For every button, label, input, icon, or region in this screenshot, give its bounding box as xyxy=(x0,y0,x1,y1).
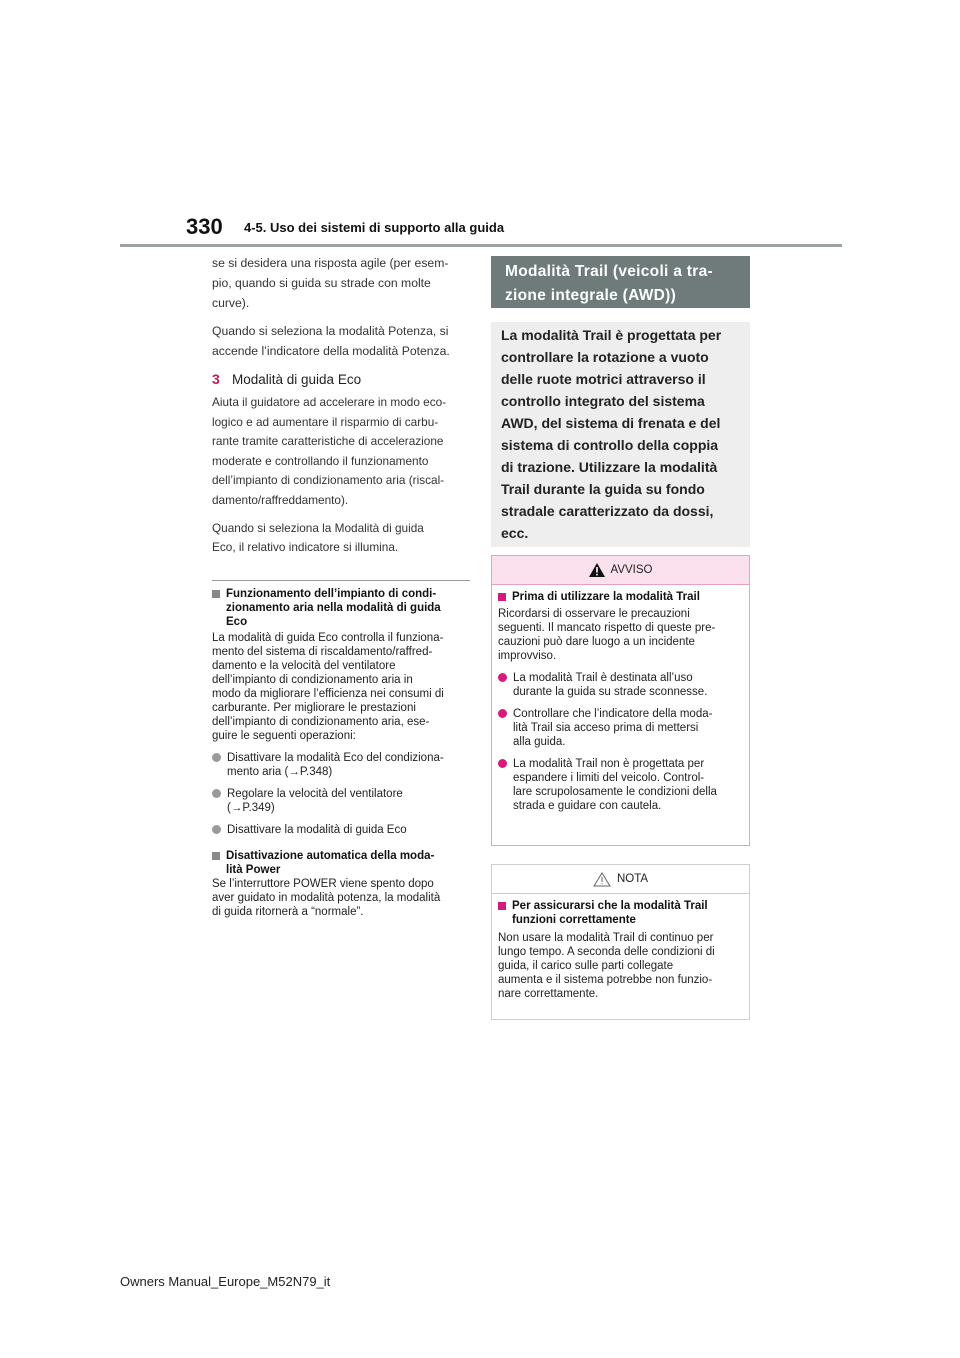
climate-body: La modalità di guida Eco controlla il funziona- mento del sistema di riscaldamento/raffred- damento e la velocità del ventilatore dell’impianto di condizionamento aria in modo da migliorare l’efficienza nei consumi di carburante. Per migliorare le prestazioni dell’impianto di condizionamento aria, ese- guire le seguenti operazioni: xyxy=(212,631,444,742)
auto-off-heading-text: Disattivazione automatica della moda- lità Power xyxy=(226,849,435,876)
note-heading-text: Per assicurarsi che la modalità Trail funzioni correttamente xyxy=(512,900,708,926)
warning-box xyxy=(491,555,750,846)
circle-bullet-icon xyxy=(212,753,221,762)
bullet-text: La modalità Trail non è progettata per espandere i limiti del veicolo. Control- lare scrupolosamente le condizioni della strada e guidare con cautela. xyxy=(513,758,717,812)
climate-bullet-list xyxy=(212,751,470,837)
auto-off-body: Se l’interruttore POWER viene spento dopo aver guidato in modalità potenza, la modalità di guida ritornerà a “normale”. xyxy=(212,877,441,918)
eco-mode-number: 3 xyxy=(212,371,220,387)
warning-bullet-list xyxy=(498,671,743,813)
square-bullet-icon xyxy=(212,852,220,860)
header-rule xyxy=(120,244,842,247)
note-heading xyxy=(498,899,743,927)
power-paragraph: Quando si seleziona la modalità Potenza, si accende l’indicatore della modalità Potenza. xyxy=(212,324,450,358)
bullet-item xyxy=(498,671,743,699)
auto-off-heading xyxy=(212,849,470,877)
bullet-text: Controllare che l’indicatore della moda- lità Trail sia acceso prima di mettersi alla guida. xyxy=(513,708,713,748)
eco-description: Aiuta il guidatore ad accelerare in modo eco- logico e ad aumentare il risparmio di carbu- rante tramite caratteristiche di accelerazione moderate e controllando il funzionamento dell’impianto di condizionamento aria (riscal- damento/raffreddamento). xyxy=(212,395,447,507)
bullet-item xyxy=(498,757,743,813)
circle-bullet-icon xyxy=(498,673,507,682)
note-label: NOTA xyxy=(616,873,649,885)
circle-bullet-icon xyxy=(212,789,221,798)
climate-heading-text: Funzionamento dell’impianto di condi- zionamento aria nella modalità di guida Eco xyxy=(226,587,441,628)
section-divider xyxy=(212,580,470,581)
bullet-item xyxy=(212,787,470,815)
warning-filled-triangle-icon xyxy=(589,563,605,577)
warning-heading-text: Prima di utilizzare la modalità Trail xyxy=(512,591,700,603)
bullet-item xyxy=(498,707,743,749)
bullet-item xyxy=(212,751,470,779)
square-bullet-icon xyxy=(498,902,506,910)
square-bullet-icon xyxy=(498,593,506,601)
eco-mode-title: Modalità di guida Eco xyxy=(232,371,362,387)
trail-mode-intro: La modalità Trail è progettata per controllare la rotazione a vuoto delle ruote motrici attraverso il controllo integrato del sistema AWD, del sistema di frenata e del sistema di controllo della coppia di trazione. Utilizzare la modalità Trail durante la guida su fondo stradale caratterizzato da dossi, ecc. xyxy=(491,322,750,547)
circle-bullet-icon xyxy=(212,825,221,834)
note-body: Non usare la modalità Trail di continuo per lungo tempo. A seconda delle condizioni di guida, il carico sulle parti collegate aumenta e il sistema potrebbe non funzio- nare correttamente. xyxy=(498,932,715,1000)
page-number: 330 xyxy=(186,214,223,239)
left-column xyxy=(212,253,470,919)
section-title: 4-5. Uso dei sistemi di supporto alla guida xyxy=(244,220,505,235)
trail-mode-banner: Modalità Trail (veicoli a tra- zione integrale (AWD)) xyxy=(491,256,750,308)
intro-paragraph: se si desidera una risposta agile (per esem- pio, quando si guida su strade con molte curve). xyxy=(212,256,449,310)
bullet-text: Disattivare la modalità Eco del condiziona- mento aria (→P.348) xyxy=(227,751,444,778)
eco-indicator-paragraph: Quando si seleziona la Modalità di guida Eco, il relativo indicatore si illumina. xyxy=(212,520,424,555)
warning-label: AVVISO xyxy=(610,564,653,576)
note-box xyxy=(491,864,750,1020)
warning-header xyxy=(492,556,749,585)
bullet-text: Regolare la velocità del ventilatore (→P.349) xyxy=(227,787,403,814)
circle-bullet-icon xyxy=(498,709,507,718)
bullet-text: Disattivare la modalità di guida Eco xyxy=(227,823,407,836)
warning-outline-triangle-icon xyxy=(593,872,611,887)
bullet-item xyxy=(212,823,470,837)
note-header xyxy=(492,865,749,894)
footer-text: Owners Manual_Europe_M52N79_it xyxy=(120,1274,331,1289)
warning-heading xyxy=(498,590,743,604)
circle-bullet-icon xyxy=(498,759,507,768)
warning-body: Ricordarsi di osservare le precauzioni seguenti. Il mancato rispetto di queste pre- cauzioni può dare luogo a un incidente improvviso. xyxy=(498,608,716,662)
square-bullet-icon xyxy=(212,590,220,598)
eco-mode-heading xyxy=(212,371,470,387)
bullet-text: La modalità Trail è destinata all’uso durante la guida su strade sconnesse. xyxy=(513,672,708,698)
climate-heading xyxy=(212,587,470,629)
